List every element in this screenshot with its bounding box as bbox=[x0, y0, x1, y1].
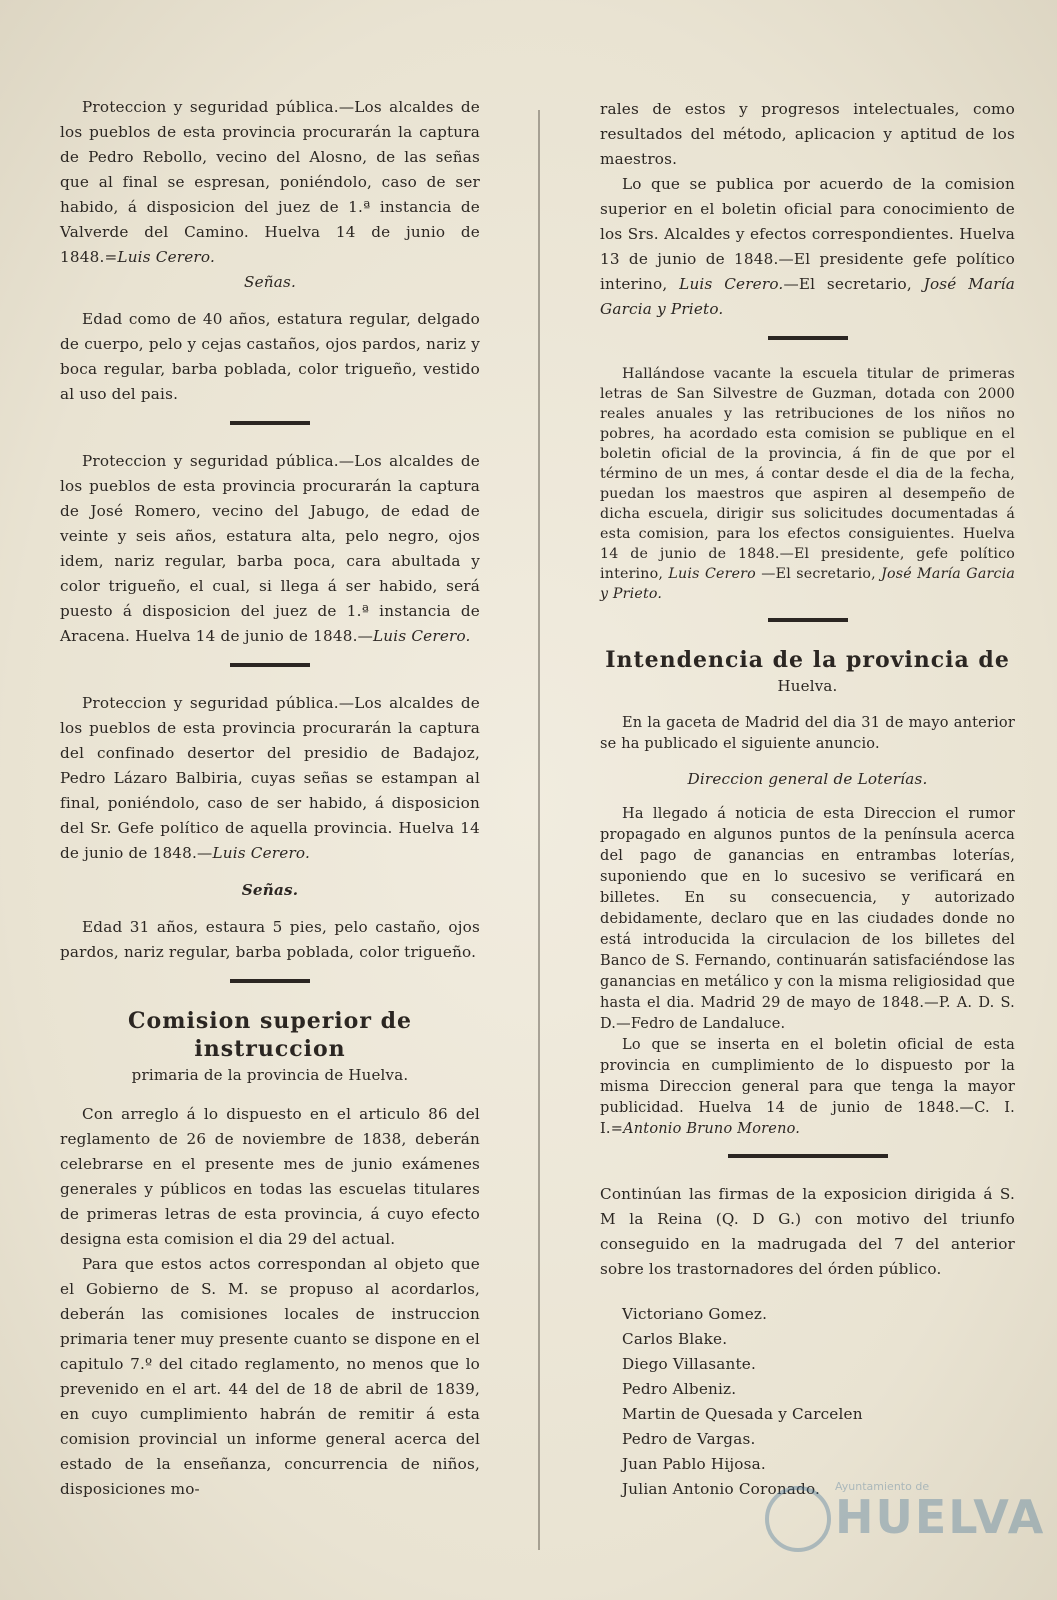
section-rule bbox=[768, 336, 848, 340]
firma-name: Martin de Quesada y Carcelen bbox=[622, 1405, 863, 1423]
column-divider bbox=[538, 110, 540, 1550]
intendencia-intro: En la gaceta de Madrid del dia 31 de mayo anterior se ha publicado el siguiente anuncio. bbox=[600, 715, 1015, 752]
firma-name: Pedro de Vargas. bbox=[622, 1430, 756, 1448]
notice1-body: Proteccion y seguridad pública.—Los alcaldes de los pueblos de esta provincia procurarán la captura de Pedro Rebollo, vecino del Alosno, de las señas que al final se espresan, poniéndolo, caso de ser habido, á disposicion del juez de 1.ª instancia de Valverde del Camino. Huelva 14 de junio de 1848.=Luis Cerero. bbox=[60, 98, 480, 266]
loterias-p2: Lo que se inserta en el boletin oficial de esta provincia en cumplimiento de lo dispuesto por la misma Direccion general para que tenga la mayor publicidad. Huelva 14 de junio de 1848.—C. I. I.=Antonio Bruno Moreno. bbox=[600, 1037, 1015, 1137]
comision-title: Comision superior de instruccion bbox=[128, 1008, 412, 1062]
firma-name: Pedro Albeniz. bbox=[622, 1380, 737, 1398]
comision-cont-p2: Lo que se publica por acuerdo de la comision superior en el boletin oficial para conocimiento de los Srs. Alcaldes y efectos correspondientes. Huelva 13 de junio de 1848.—El presidente gefe político interino, Luis Cerero.—El secretario, José María Garcia y Prieto. bbox=[600, 175, 1015, 318]
notice2-body: Proteccion y seguridad pública.—Los alcaldes de los pueblos de esta provincia procurarán la captura de José Romero, vecino del Jabugo, de edad de veinte y seis años, estatura alta, pelo negro, ojos idem, nariz regular, barba poca, cara abultada y color trigueño, el cual, si llega á ser habido, será puesto á disposicion del juez de 1.ª instancia de Aracena. Huelva 14 de junio de 1848.—Luis Cerero. bbox=[60, 452, 480, 645]
firmas-list bbox=[600, 1302, 1015, 1502]
comision-p2: Para que estos actos correspondan al objeto que el Gobierno de S. M. se propuso al acordarlos, deberán las comisiones locales de instruccion primaria tener muy presente cuanto se dispone en el capitulo 7.º del citado reglamento, no menos que lo prevenido en el art. 44 del de 18 de abril de 1839, en cuyo cumplimiento habrán de remitir á esta comision provincial un informe general acerca del estado de la enseñanza, concurrencia de niños, disposiciones mo- bbox=[60, 1255, 480, 1498]
watermark-small: Ayuntamiento de bbox=[835, 1480, 930, 1493]
firma-name: Diego Villasante. bbox=[622, 1355, 756, 1373]
archive-watermark bbox=[745, 1480, 1046, 1550]
notice3-senas-title: Señas. bbox=[241, 881, 299, 899]
notice1-signature: Luis Cerero. bbox=[117, 248, 215, 266]
escuela-body: Hallándose vacante la escuela titular de primeras letras de San Silvestre de Guzman, dotada con 2000 reales anuales y las retribuciones de los niños no pobres, ha acordado esta comision se publique en el boletin oficial de la provincia, á fin de que por el término de un mes, á contar desde el dia de la fecha, puedan los maestros que aspiren al desempeño de dicha escuela, dirigir sus solicitudes documentadas á esta comision, para los efectos consiguientes. Huelva 14 de junio de 1848.—El presidente, gefe político interino, Luis Cerero —El secretario, José María Garcia y Prieto. bbox=[600, 366, 1016, 602]
section-rule-double bbox=[728, 1154, 888, 1158]
notice2-signature: Luis Cerero. bbox=[373, 627, 471, 645]
left-column bbox=[60, 95, 480, 1502]
intendencia-title: Intendencia de la provincia de bbox=[605, 647, 1010, 673]
notice1-senas: Edad como de 40 años, estatura regular, delgado de cuerpo, pelo y cejas castaños, ojos pardos, nariz y boca regular, barba poblada, color trigueño, vestido al uso del pais. bbox=[60, 310, 480, 403]
section-rule bbox=[768, 618, 848, 622]
firma-name: Julian Antonio Coronado. bbox=[622, 1480, 821, 1498]
comision-cont-p1: rales de estos y progresos intelectuales, como resultados del método, aplicacion y aptitud de los maestros. bbox=[600, 100, 1015, 168]
watermark-big: HUELVA bbox=[835, 1490, 1046, 1544]
section-rule bbox=[230, 979, 310, 983]
loterias-heading: Direccion general de Loterías. bbox=[687, 770, 928, 788]
notice1-senas-title: Señas. bbox=[243, 273, 297, 291]
section-rule bbox=[230, 421, 310, 425]
loterias-p1: Ha llegado á noticia de esta Direccion el rumor propagado en algunos puntos de la península acerca del pago de ganancias en entrambas loterías, suponiendo que en lo sucesivo se verificará en billetes. En su consecuencia, y autorizado debidamente, declaro que en las ciudades donde no está introducida la circulacion de los billetes del Banco de S. Fernando, continuarán satisfaciéndose las ganancias en metálico y con la misma religiosidad que hasta el dia. Madrid 29 de mayo de 1848.—P. A. D. S. D.—Fedro de Landaluce. bbox=[600, 806, 1015, 1032]
section-rule bbox=[230, 663, 310, 667]
intendencia-subtitle: Huelva. bbox=[777, 677, 838, 695]
notice3-body: Proteccion y seguridad pública.—Los alcaldes de los pueblos de esta provincia procurarán la captura del confinado desertor del presidio de Badajoz, Pedro Lázaro Balbiria, cuyas señas se estampan al final, poniéndolo, caso de ser habido, á disposicion del Sr. Gefe político de aquella provincia. Huelva 14 de junio de 1848.—Luis Cerero. bbox=[60, 694, 480, 862]
firma-name: Victoriano Gomez. bbox=[622, 1305, 768, 1323]
comision-p1: Con arreglo á lo dispuesto en el articulo 86 del reglamento de 26 de noviembre de 1838, deberán celebrarse en el presente mes de junio exámenes generales y públicos en todas las escuelas titulares de primeras letras de esta provincia, á cuyo efecto designa esta comision el dia 29 del actual. bbox=[60, 1105, 480, 1248]
seal-icon bbox=[765, 1486, 831, 1552]
firma-name: Juan Pablo Hijosa. bbox=[622, 1455, 766, 1473]
notice3-senas: Edad 31 años, estaura 5 pies, pelo castaño, ojos pardos, nariz regular, barba poblada, color trigueño. bbox=[60, 918, 480, 961]
right-column bbox=[600, 97, 1015, 1502]
notice3-signature: Luis Cerero. bbox=[212, 844, 311, 862]
firma-name: Carlos Blake. bbox=[622, 1330, 728, 1348]
comision-subtitle: primaria de la provincia de Huelva. bbox=[131, 1066, 409, 1084]
firmas-intro: Continúan las firmas de la exposicion dirigida á S. M la Reina (Q. D G.) con motivo del triunfo conseguido en la madrugada del 7 del anterior sobre los trastornadores del órden público. bbox=[600, 1185, 1015, 1278]
